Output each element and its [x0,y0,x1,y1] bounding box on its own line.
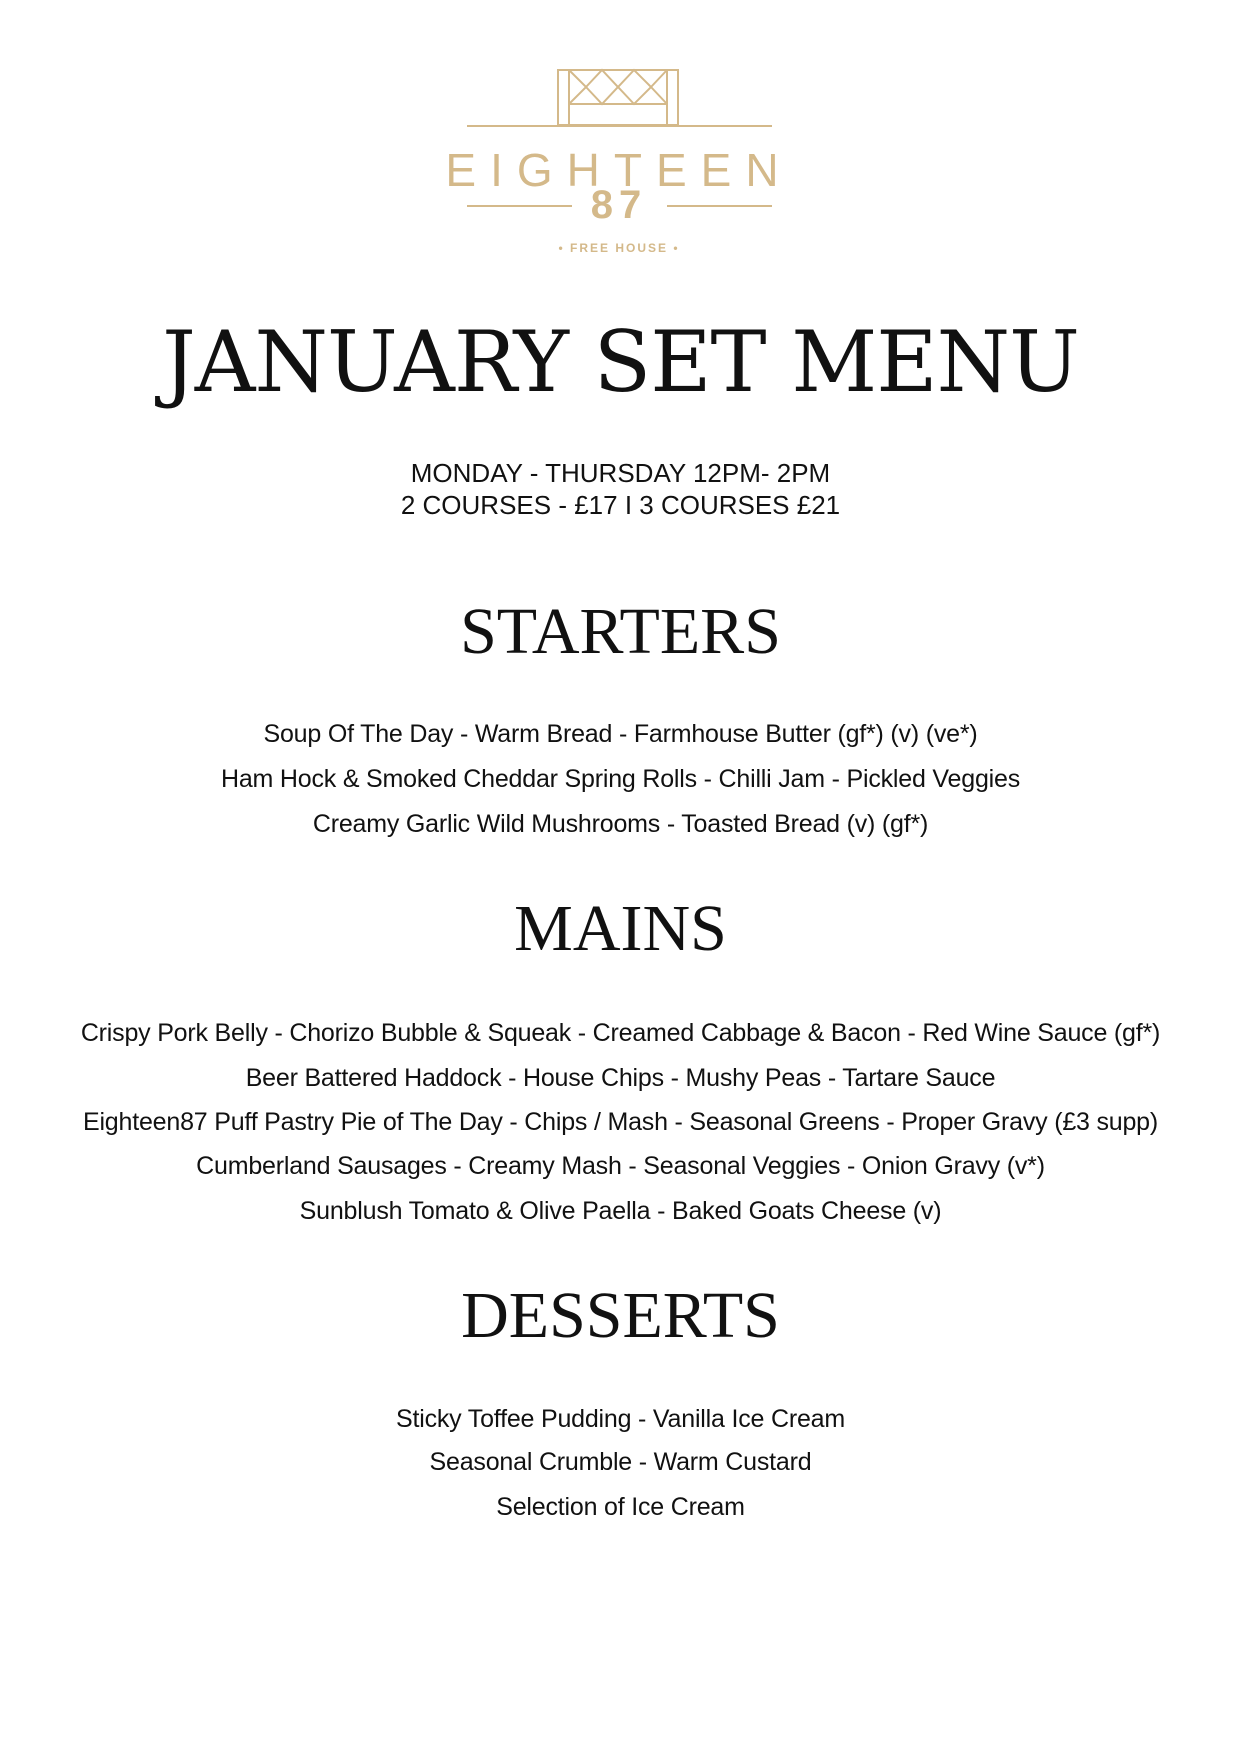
section-heading-desserts: DESSERTS [461,1279,780,1352]
section-heading-mains: MAINS [514,892,727,965]
menu-item: Eighteen87 Puff Pastry Pie of The Day - Chips / Mash - Seasonal Greens - Proper Gravy (£3 supp) [82,1108,1159,1136]
page-title: JANUARY SET MENU [162,313,1079,411]
service-hours: MONDAY - THURSDAY 12PM- 2PM [410,458,831,488]
menu-item: Cumberland Sausages - Creamy Mash - Seasonal Veggies - Onion Gravy (v*) [196,1152,1045,1180]
menu-item: Soup Of The Day - Warm Bread - Farmhouse Butter (gf*) (v) (ve*) [263,720,978,748]
logo-number: 87 [590,183,648,227]
menu-item: Seasonal Crumble - Warm Custard [429,1448,812,1476]
menu-item: Creamy Garlic Wild Mushrooms - Toasted Bread (v) (gf*) [312,810,929,838]
logo-tagline: • FREE HOUSE • [558,241,680,255]
logo-gate-icon [445,68,793,260]
section-heading-starters: STARTERS [460,595,781,668]
course-pricing: 2 COURSES - £17 I 3 COURSES £21 [400,490,841,520]
menu-item: Sticky Toffee Pudding - Vanilla Ice Cream [396,1405,845,1433]
menu-item: Beer Battered Haddock - House Chips - Mushy Peas - Tartare Sauce [245,1064,996,1092]
menu-item: Crispy Pork Belly - Chorizo Bubble & Squeak - Creamed Cabbage & Bacon - Red Wine Sauce (gf*) [80,1019,1161,1047]
menu-item: Sunblush Tomato & Olive Paella - Baked Goats Cheese (v) [299,1197,942,1225]
menu-item: Selection of Ice Cream [496,1493,745,1521]
menu-item: Ham Hock & Smoked Cheddar Spring Rolls - Chilli Jam - Pickled Veggies [220,765,1021,793]
eighteen87-logo [445,68,793,260]
logo-name: EIGHTEEN [445,144,793,196]
